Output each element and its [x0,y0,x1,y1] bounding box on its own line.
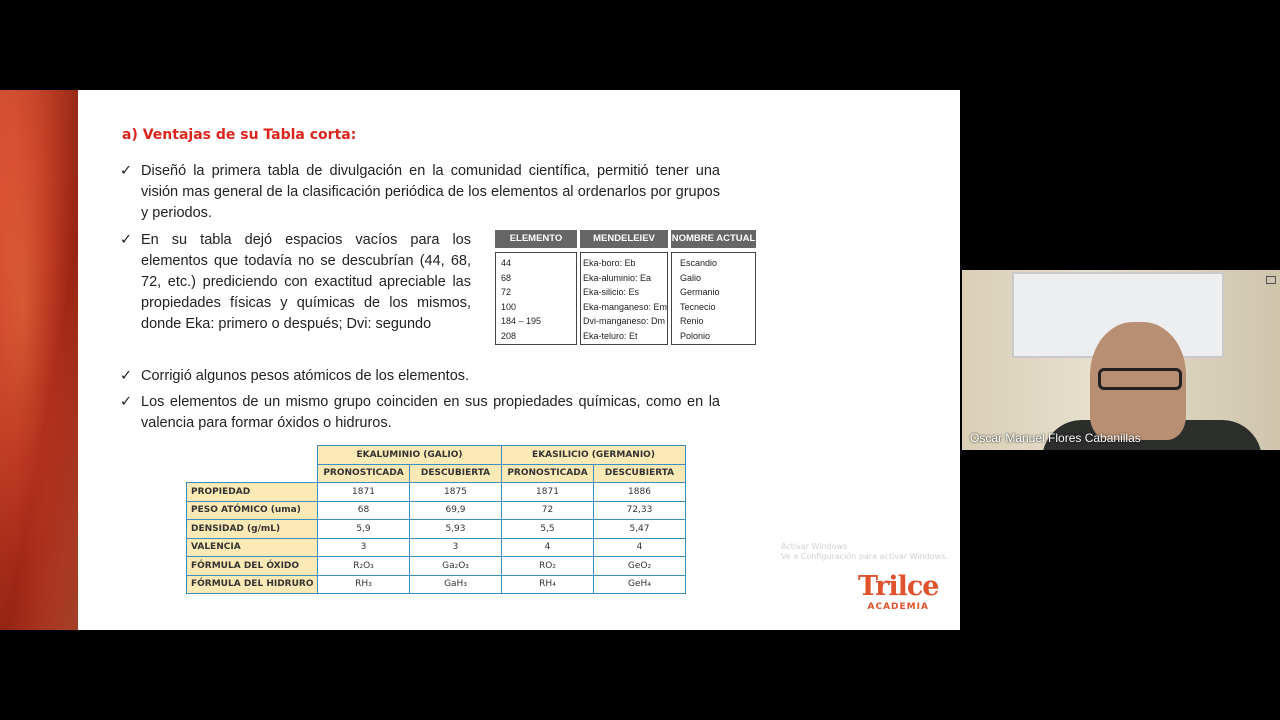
nombre-column [671,252,756,345]
table-row [187,575,686,594]
value-cell: GeH₄ [594,575,686,594]
value-cell: 5,47 [594,520,686,539]
empty-cell [187,446,318,465]
slide-heading: a) Ventajas de su Tabla corta: [122,127,357,143]
table-row [187,483,686,502]
table-row [187,501,686,520]
check-icon: ✓ [120,368,133,384]
webcam-video-tile[interactable] [962,270,1280,450]
sub-header: PRONOSTICADA [502,464,594,483]
row-label: PESO ATÓMICO (uma) [187,501,318,520]
cell: Galio [680,272,702,283]
decorative-image-strip [0,90,78,630]
participant-name: Oscar Manuel Flores Cabanillas [970,431,1141,445]
value-cell: 68 [318,501,410,520]
value-cell: RH₃ [318,575,410,594]
bullet-item: ✓ Corrigió algunos pesos atómicos de los elementos. [120,366,720,387]
cell: Eka-teluro: Et [583,330,638,341]
value-cell: 5,93 [410,520,502,539]
value-cell: 4 [594,538,686,557]
cell: Dvi-manganeso: Dm [583,316,666,327]
value-cell: Ga₂O₃ [410,557,502,576]
trilce-logo: Trilce ACADEMIA [858,571,939,612]
row-label: DENSIDAD (g/mL) [187,520,318,539]
cell: Polonio [680,330,711,341]
row-label: FÓRMULA DEL ÓXIDO [187,557,318,576]
cell: Tecnecio [680,301,716,312]
cell: Eka-boro: Eb [583,258,636,268]
windows-watermark: Activar Windows Ve a Configuración para activar Windows. [781,542,948,561]
cell: 100 [501,301,517,312]
cell: Eka-aluminio: Ea [583,272,652,283]
glasses [1098,368,1182,390]
row-label: PROPIEDAD [187,483,318,502]
value-cell: R₂O₃ [318,557,410,576]
value-cell: GeO₂ [594,557,686,576]
value-cell: 69,9 [410,501,502,520]
value-cell: 72 [502,501,594,520]
column-header: MENDELEIEV [580,230,668,248]
group-header: EKASILICIO (GERMANIO) [502,446,686,465]
predictions-table [186,445,686,594]
cell: 68 [501,272,512,283]
sub-header: DESCUBIERTA [410,464,502,483]
cell: 208 [501,330,517,341]
check-icon: ✓ [120,163,133,179]
cell: Germanio [680,287,720,298]
cell: Eka-manganeso: Em [583,301,668,312]
presentation-slide [0,90,960,630]
empty-cell [187,464,318,483]
sub-header: PRONOSTICADA [318,464,410,483]
cell: Eka-silicio: Es [583,287,640,298]
cell: Renio [680,316,704,327]
value-cell: GaH₃ [410,575,502,594]
table-row [187,557,686,576]
row-label: VALENCIA [187,538,318,557]
value-cell: 72,33 [594,501,686,520]
cell: 72 [501,287,512,298]
value-cell: 5,5 [502,520,594,539]
elemento-column [495,252,577,345]
sub-header: DESCUBIERTA [594,464,686,483]
cell: 44 [501,258,512,268]
row-label: FÓRMULA DEL HIDRURO [187,575,318,594]
column-header: NOMBRE ACTUAL [671,230,756,248]
bullet-item: ✓ Los elementos de un mismo grupo coinciden en sus propiedades químicas, como en la valencia para formar óxidos o hidruros. [120,394,720,431]
bullet-item: ✓ En su tabla dejó espacios vacíos para los elementos que todavía no se descubrían (44, 68, 72, etc.) prediciendo con exactitud apreciable las propiedades físicas y químicas de los mismos, donde Eka: primero o después; Dvi: segundo [120,232,471,332]
value-cell: 3 [410,538,502,557]
value-cell: RH₄ [502,575,594,594]
value-cell: 5,9 [318,520,410,539]
cell: Escandio [680,258,718,268]
check-icon: ✓ [120,232,133,248]
value-cell: RO₂ [502,557,594,576]
check-icon: ✓ [120,394,133,410]
mendeleiev-column [580,252,668,345]
table-row [187,538,686,557]
value-cell: 4 [502,538,594,557]
bullet-item: ✓ Diseñó la primera tabla de divulgación en la comunidad científica, permitió tener una visión mas general de la clasificación periódica de los elementos al ordenarlos por grupos y periodos. [120,163,720,221]
group-header: EKALUMINIO (GALIO) [318,446,502,465]
value-cell: 1886 [594,483,686,502]
table-row [187,520,686,539]
column-header: ELEMENTO [495,230,577,248]
video-options-icon[interactable] [1266,276,1276,284]
value-cell: 1871 [502,483,594,502]
mendeleiev-table [495,230,756,345]
value-cell: 1871 [318,483,410,502]
value-cell: 3 [318,538,410,557]
cell: 184 – 195 [501,316,542,327]
value-cell: 1875 [410,483,502,502]
